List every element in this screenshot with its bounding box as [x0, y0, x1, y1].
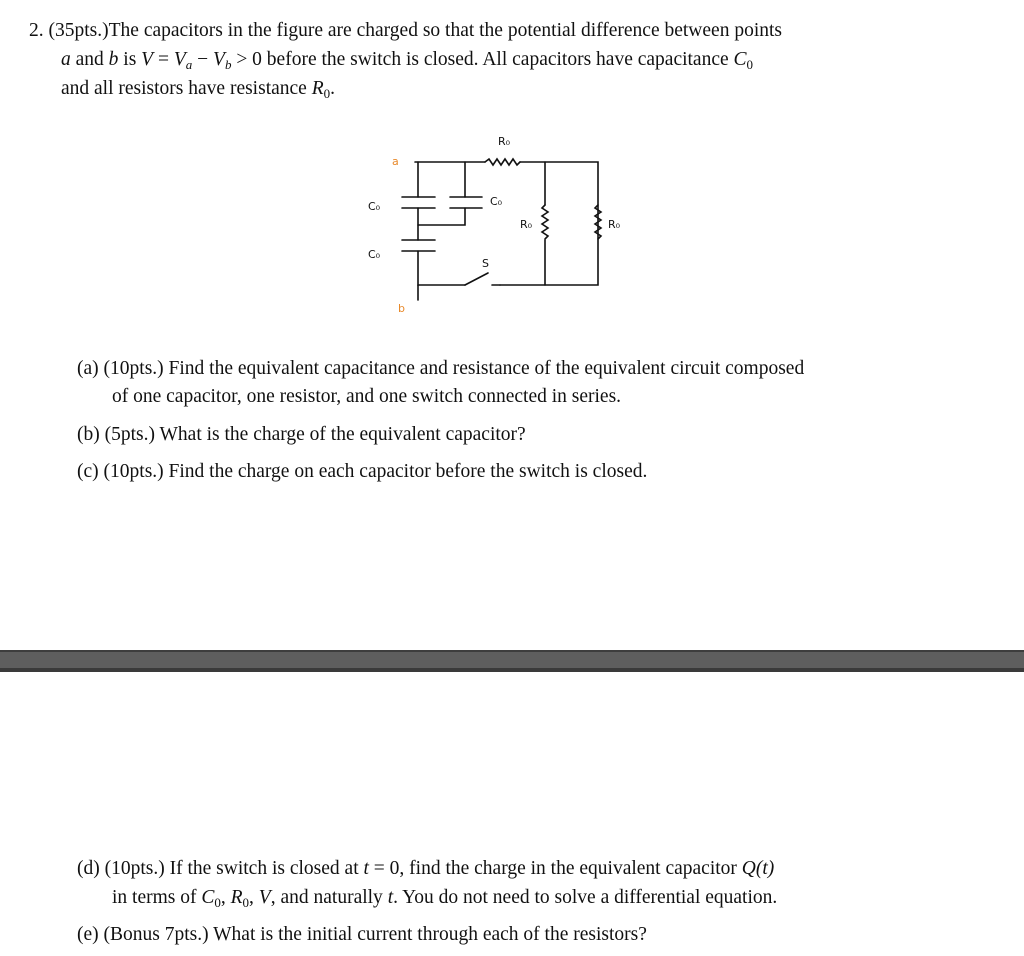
- math-C: C: [733, 49, 747, 70]
- math-C0-sub: 0: [214, 895, 221, 910]
- part-a-text-2: of one capacitor, one resistor, and one switch connected in series.: [112, 386, 622, 407]
- problem-line-3: [61, 75, 335, 108]
- math-C0: C: [201, 887, 215, 908]
- part-a-text-1: (10pts.) Find the equivalent capacitance and resistance of the equivalent circuit composed: [103, 358, 805, 379]
- text-is: is: [118, 49, 142, 70]
- label-C-right: C₀: [490, 195, 503, 208]
- text-period: .: [330, 78, 335, 99]
- part-d-label: (d): [77, 858, 100, 879]
- problem-text-1: The capacitors in the figure are charged so that the potential difference between points: [108, 20, 783, 41]
- resistor-top: [485, 159, 520, 165]
- math-V: V: [141, 49, 154, 70]
- text-rest: > 0 before the switch is closed. All capacitors have capacitance: [231, 49, 734, 70]
- part-b-text: (5pts.) What is the charge of the equivalent capacitor?: [104, 424, 526, 445]
- math-Vb-sub: b: [224, 57, 232, 72]
- math-R-sub: 0: [323, 86, 331, 101]
- part-a: [77, 355, 804, 383]
- math-R: R: [311, 78, 324, 99]
- text-line3: and all resistors have resistance: [61, 78, 312, 99]
- label-C-bottom: C₀: [368, 248, 381, 261]
- part-d: [77, 855, 774, 883]
- label-C-left: C₀: [368, 200, 381, 213]
- label-R-top: R₀: [498, 135, 511, 148]
- part-c-label: (c): [77, 461, 99, 482]
- label-S: S: [482, 257, 489, 270]
- part-d-text-2-pre: in terms of: [112, 887, 202, 908]
- problem-points: (35pts.): [48, 20, 109, 41]
- sep-1: ,: [220, 887, 231, 908]
- text-eq: =: [153, 49, 174, 70]
- part-c: [77, 458, 647, 486]
- sep-2: ,: [249, 887, 259, 908]
- part-b-label: (b): [77, 424, 100, 445]
- part-b: [77, 421, 526, 449]
- part-d-text-pre: (10pts.) If the switch is closed at: [104, 858, 364, 879]
- math-Va-sub: a: [185, 57, 193, 72]
- label-R-mid: R₀: [520, 218, 533, 231]
- label-b: b: [398, 302, 405, 315]
- math-t: t: [363, 858, 369, 879]
- capacitor-mid: [450, 197, 482, 208]
- part-d-text-mid: = 0, find the charge in the equivalent capacitor: [368, 858, 742, 879]
- part-a-cont: [112, 383, 621, 411]
- math-Vb: V: [213, 49, 225, 70]
- math-C-sub: 0: [746, 57, 754, 72]
- problem-line-1: [29, 17, 782, 45]
- part-d-text-2-mid: , and naturally: [270, 887, 388, 908]
- label-a: a: [392, 155, 399, 168]
- capacitor-bottom: [402, 240, 435, 251]
- text-minus: −: [192, 49, 214, 70]
- math-Va: V: [173, 49, 186, 70]
- label-R-right: R₀: [608, 218, 621, 231]
- problem-number: 2.: [29, 20, 44, 41]
- part-c-text: (10pts.) Find the charge on each capacitor before the switch is closed.: [103, 461, 648, 482]
- math-a: a: [61, 49, 71, 70]
- part-e: [77, 921, 647, 949]
- switch-blade: [465, 273, 488, 285]
- math-Q: Q: [741, 858, 756, 879]
- wire-top-right: [500, 162, 598, 285]
- math-R0-sub: 0: [242, 895, 250, 910]
- math-b: b: [108, 49, 119, 70]
- wire-bottom: [418, 251, 465, 285]
- part-a-label: (a): [77, 358, 99, 379]
- wire-mid-down: [418, 208, 465, 225]
- part-d-cont: [112, 884, 777, 917]
- resistor-right: [595, 205, 601, 239]
- math-t2: t: [387, 887, 394, 908]
- math-V2: V: [258, 887, 271, 908]
- part-d-text-2-end: . You do not need to solve a differential equation.: [393, 887, 778, 908]
- part-e-text: (Bonus 7pts.) What is the initial current through each of the resistors?: [103, 924, 647, 945]
- circuit-diagram: [340, 125, 640, 325]
- capacitor-left-top: [402, 197, 435, 208]
- math-Qt: (t): [755, 858, 775, 879]
- resistor-mid: [542, 205, 548, 239]
- math-R0: R: [230, 887, 243, 908]
- text-and: and: [70, 49, 109, 70]
- page-separator: [0, 650, 1024, 672]
- part-e-label: (e): [77, 924, 99, 945]
